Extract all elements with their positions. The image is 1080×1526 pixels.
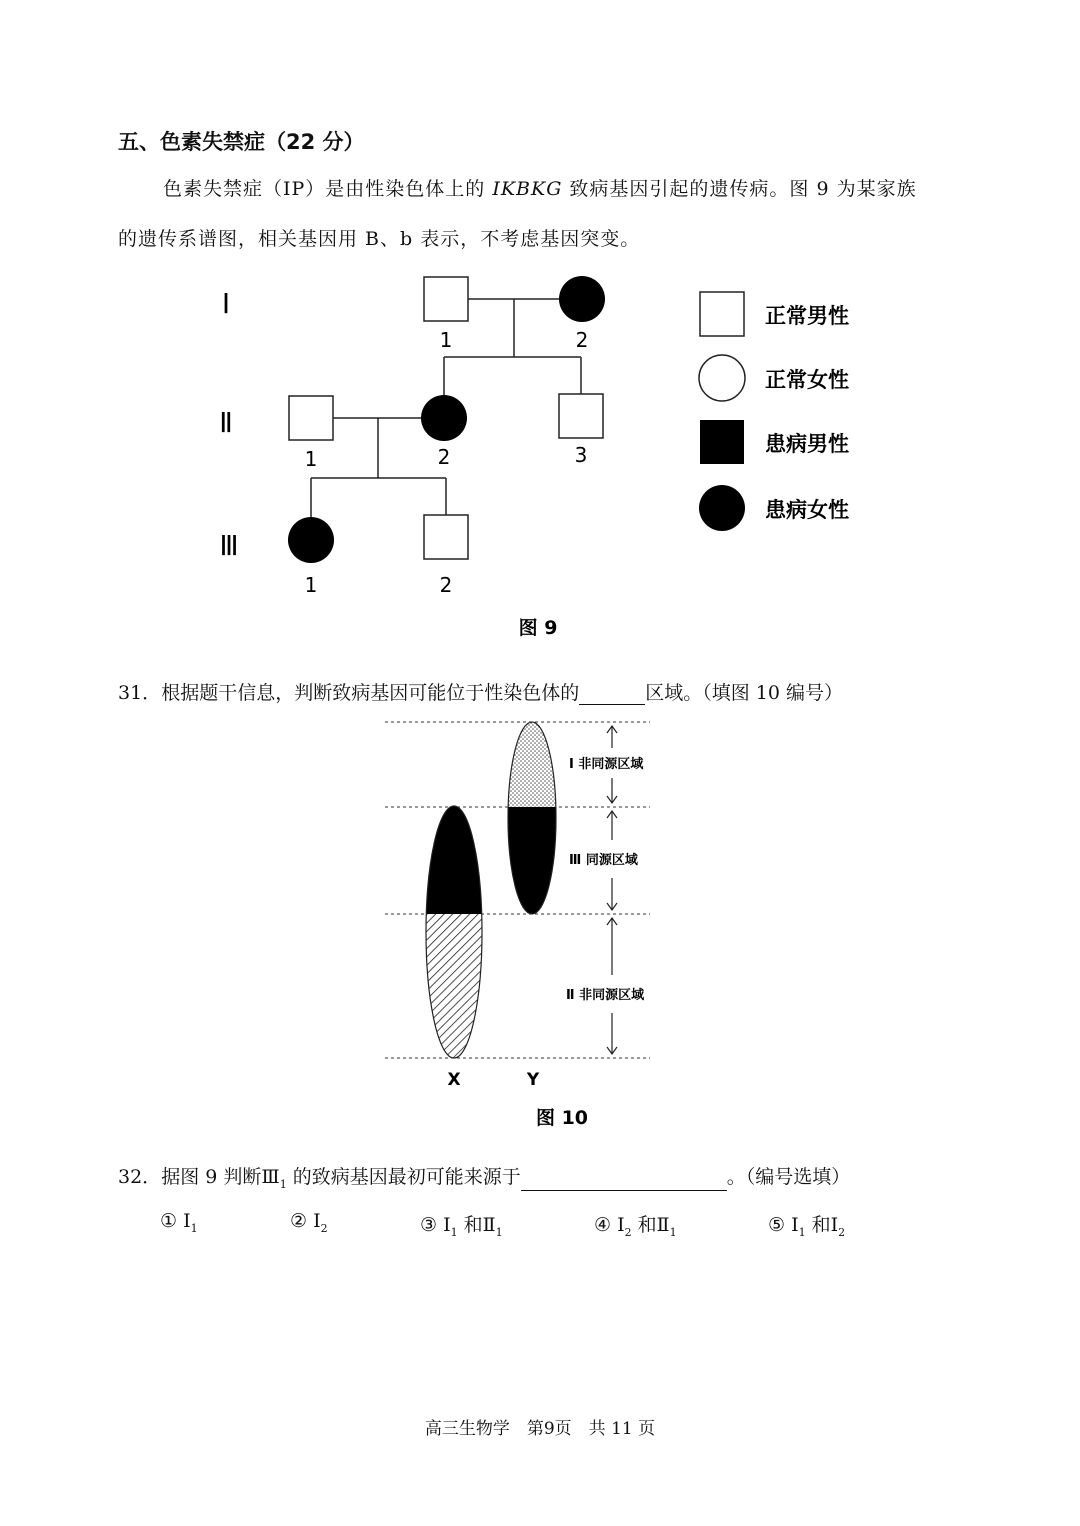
option-1: ① $Ⅰ_1$ (160, 1210, 198, 1235)
option-5: ⑤ $Ⅰ_1$ 和$Ⅰ_2$ (768, 1214, 846, 1239)
individual-II1-normal-male (289, 396, 333, 440)
individual-I1-normal-male (424, 277, 468, 321)
gene-name: IKBKG (492, 178, 563, 200)
label-II3: 3 (574, 443, 588, 467)
generation-label-2: Ⅱ (219, 406, 233, 439)
section-title: 五、色素失禁症（22 分） (118, 130, 365, 154)
label-III1: 1 (304, 573, 318, 597)
individual-II2-affected-female (421, 395, 467, 441)
page-footer: 高三生物学 第9页 共 11 页 (424, 1419, 656, 1439)
question-31: 31．根据题干信息，判断致病基因可能位于性染色体的 区域。（填图 10 编号） (118, 682, 843, 704)
legend-affected-male-symbol (700, 420, 744, 464)
label-I1: 1 (439, 328, 453, 352)
label-III2: 2 (439, 573, 453, 597)
legend-normal-male-label: 正常男性 (765, 304, 849, 328)
y-chromosome (508, 722, 556, 914)
individual-III1-affected-female (288, 517, 334, 563)
answer-blank-31[interactable] (579, 704, 645, 705)
individual-II3-normal-male (559, 394, 603, 438)
intro-line-2: 的遗传系谱图，相关基因用 B、b 表示，不考虑基因突变。 (118, 228, 641, 250)
x-chromosome (426, 806, 482, 1058)
answer-blank-32[interactable] (521, 1190, 727, 1191)
figure10-caption: 图 10 (535, 1107, 589, 1129)
region-label-1: Ⅰ 非同源区域 (569, 757, 644, 772)
generation-label-3: Ⅲ (219, 529, 239, 562)
y-label: Y (526, 1070, 540, 1090)
label-I2: 2 (575, 328, 589, 352)
individual-III2-normal-male (424, 515, 468, 559)
figure9-caption: 图 9 (518, 617, 558, 639)
intro-line-1: 色素失禁症（IP）是由性染色体上的 IKBKG 致病基因引起的遗传病。图 9 为某家族 (163, 178, 917, 200)
legend-normal-female-label: 正常女性 (765, 368, 849, 392)
label-II1: 1 (304, 447, 318, 471)
region-label-3: Ⅲ 同源区域 (569, 853, 638, 868)
generation-label-1: Ⅰ (221, 287, 231, 320)
option-4: ④ $Ⅰ_2$ 和$Ⅱ_1$ (594, 1214, 677, 1239)
option-3: ③ $Ⅰ_1$ 和$Ⅱ_1$ (420, 1214, 503, 1239)
option-2: ② $Ⅰ_2$ (290, 1210, 328, 1235)
pedigree-figure (0, 260, 1080, 650)
chromosome-figure (0, 710, 1080, 1130)
x-label: X (447, 1070, 461, 1090)
legend-normal-female-symbol (699, 355, 745, 401)
legend-affected-male-label: 患病男性 (765, 432, 849, 456)
legend-normal-male-symbol (700, 292, 744, 336)
label-II2: 2 (437, 445, 451, 469)
region-label-2: Ⅱ 非同源区域 (566, 988, 645, 1003)
legend-affected-female-label: 患病女性 (765, 498, 849, 522)
individual-I2-affected-female (559, 276, 605, 322)
legend-affected-female-symbol (699, 485, 745, 531)
question-32: 32．据图 9 判断$Ⅲ_1$ 的致病基因最初可能来源于 。（编号选填） (118, 1166, 851, 1191)
